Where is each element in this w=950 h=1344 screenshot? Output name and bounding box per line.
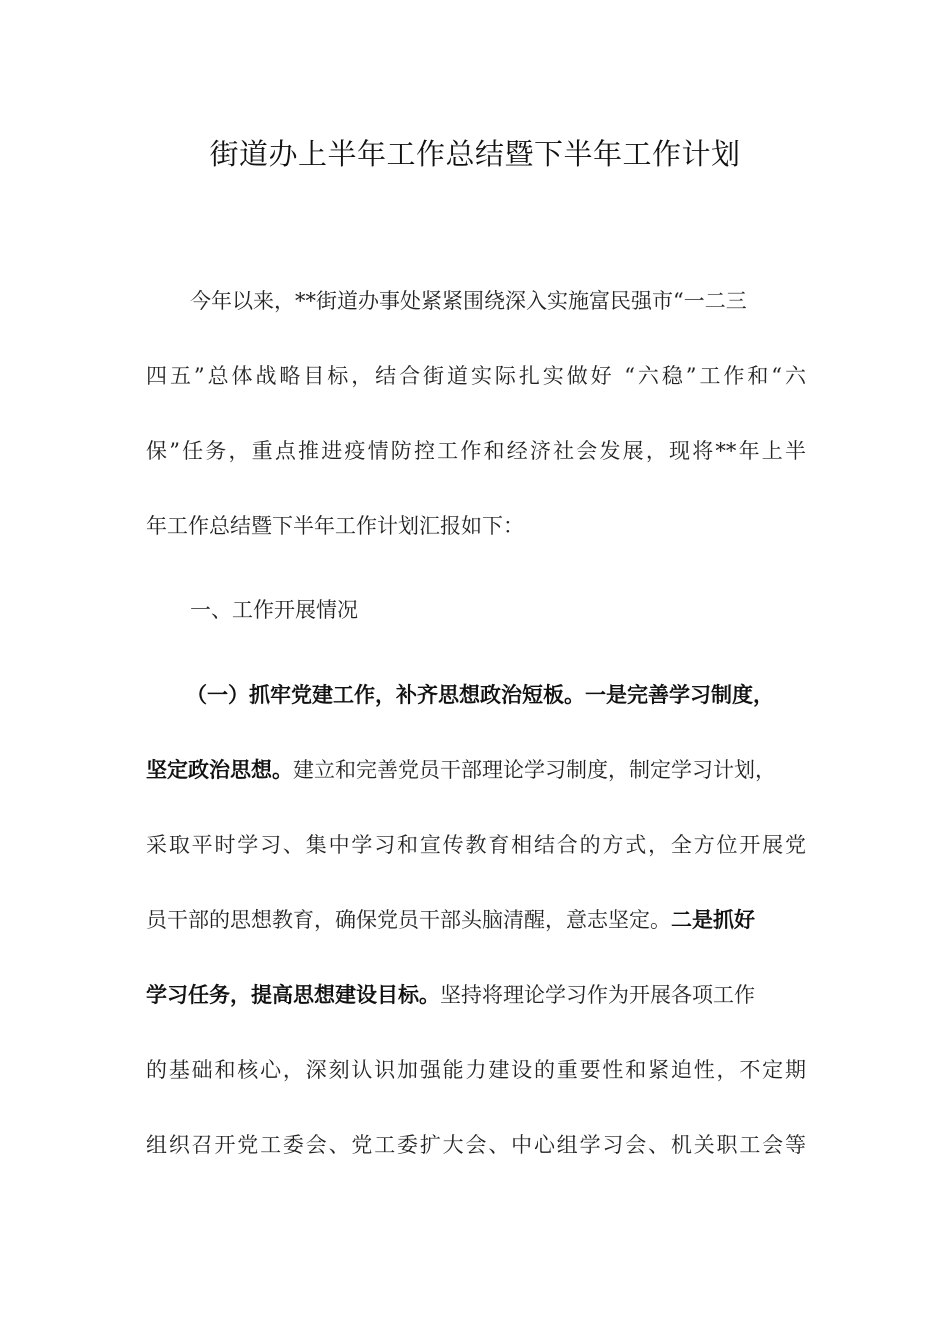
section-heading: 一、工作开展情况 [190,598,358,622]
paragraph-line: 四五”总体战略目标，结合街道实际扎实做好 “六稳”工作和“六 [146,364,806,388]
paragraph-line [146,905,806,935]
bold-phrase: 二是抓好 [671,907,755,932]
bold-phrase: 学习任务，提高思想建设目标。 [146,982,440,1007]
line-text: 建立和完善党员干部理论学习制度，制定学习计划， [293,758,776,782]
line-text: 员干部的思想教育，确保党员干部头脑清醒，意志坚定。 [146,908,671,932]
bold-phrase: 坚定政治思想。 [146,757,293,782]
line-text: 坚持将理论学习作为开展各项工作 [440,983,755,1007]
paragraph-line [146,755,806,785]
paragraph-line: 的基础和核心，深刻认识加强能力建设的重要性和紧迫性，不定期 [146,1058,806,1082]
paragraph-line-bold: （一）抓牢党建工作，补齐思想政治短板。一是完善学习制度， [186,682,774,707]
paragraph-line: 保”任务，重点推进疫情防控工作和经济社会发展，现将**年上半 [146,439,806,463]
paragraph-line [146,980,806,1010]
paragraph-line: 采取平时学习、集中学习和宣传教育相结合的方式，全方位开展党 [146,833,806,857]
document-title: 街道办上半年工作总结暨下半年工作计划 [209,137,741,171]
paragraph-line: 今年以来，**街道办事处紧紧围绕深入实施富民强市“一二三 [190,289,747,313]
paragraph-line: 组织召开党工委会、党工委扩大会、中心组学习会、机关职工会等 [146,1133,806,1157]
paragraph-line: 年工作总结暨下半年工作计划汇报如下： [146,514,524,538]
